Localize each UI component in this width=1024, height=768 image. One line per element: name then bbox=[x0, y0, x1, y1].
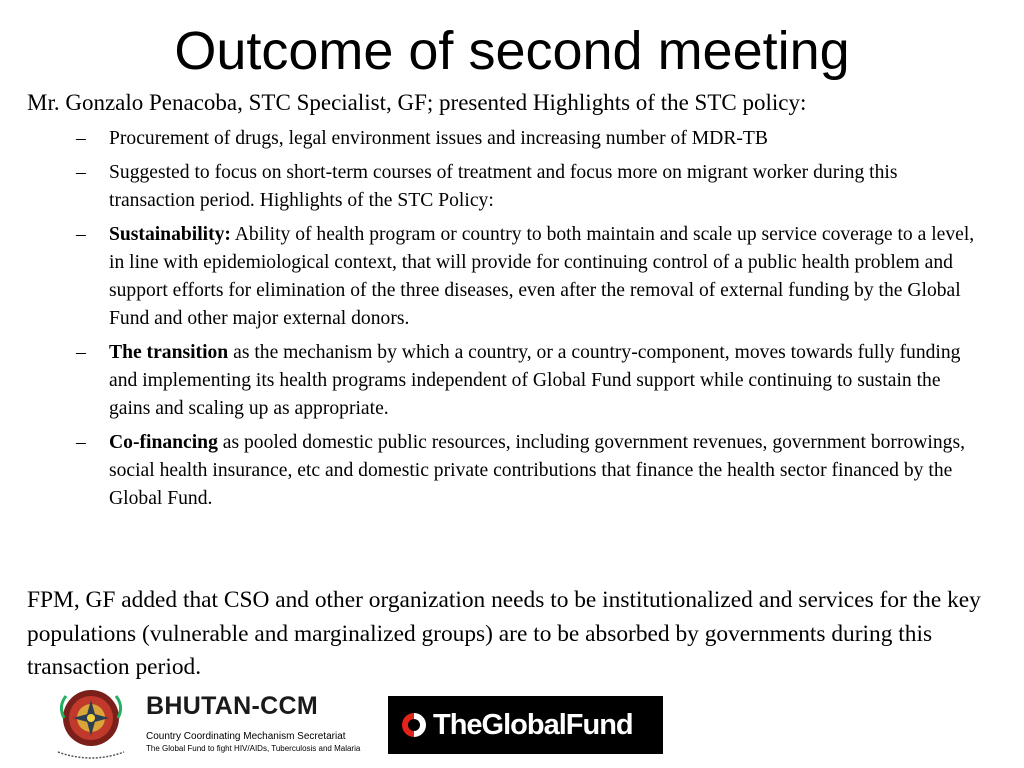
bhutan-emblem-icon bbox=[50, 686, 132, 760]
bullet-lead: The transition bbox=[109, 342, 229, 363]
bullet-lead: Co-financing bbox=[109, 432, 218, 453]
bullet-text: Procurement of drugs, legal environment issues and increasing number of MDR-TB bbox=[109, 128, 768, 149]
bullet-procurement bbox=[0, 125, 979, 153]
bullet-text: as pooled domestic public resources, including government revenues, government borrowings, social health insurance, etc and domestic private contributions that finance the health sector financed by the Global Fund. bbox=[109, 432, 965, 509]
global-fund-logo bbox=[388, 696, 663, 754]
highlights-list bbox=[0, 125, 1024, 519]
slide-title: Outcome of second meeting bbox=[174, 21, 850, 81]
global-fund-mark-icon bbox=[398, 709, 430, 741]
bullet-transition bbox=[0, 339, 979, 423]
bullet-text: Ability of health program or country to both maintain and scale up service coverage to a level, in line with epidemiological context, that will provide for continuing control of a public health problem and support efforts for elimination of the three diseases, even after the removal of external funding by the Global Fund and other major external donors. bbox=[109, 224, 975, 329]
ccm-subtitle: Country Coordinating Mechanism Secretariat bbox=[146, 731, 346, 742]
intro-paragraph: Mr. Gonzalo Penacoba, STC Specialist, GF; presented Highlights of the STC policy: bbox=[27, 90, 807, 115]
bullet-co-financing bbox=[0, 429, 979, 513]
bullet-short-term-courses bbox=[0, 159, 979, 215]
bullet-lead: Sustainability: bbox=[109, 224, 231, 245]
bullet-text: as the mechanism by which a country, or a country-component, moves towards fully funding and implementing its health programs independent of Global Fund support while continuing to sustain the gains and scaling up as appropriate. bbox=[109, 342, 961, 419]
bullet-dash: – bbox=[76, 162, 86, 183]
bullet-dash: – bbox=[76, 128, 86, 149]
bullet-dash: – bbox=[76, 342, 86, 363]
bhutan-ccm-logo bbox=[146, 692, 371, 754]
global-fund-wordmark: TheGlobalFund bbox=[433, 709, 633, 741]
bullet-dash: – bbox=[76, 224, 86, 245]
bullet-dash: – bbox=[76, 432, 86, 453]
bullet-sustainability bbox=[0, 221, 979, 333]
ccm-tagline: The Global Fund to fight HIV/AIDs, Tuberculosis and Malaria bbox=[146, 744, 361, 753]
bullet-text: Suggested to focus on short-term courses of treatment and focus more on migrant worker during this transaction period. Highlights of the STC Policy: bbox=[109, 162, 898, 211]
ccm-name: BHUTAN-CCM bbox=[146, 692, 318, 720]
closing-paragraph: FPM, GF added that CSO and other organization needs to be institutionalized and services for the key populations (vulnerable and marginalized groups) are to be absorbed by governments during this transaction period. bbox=[27, 587, 981, 680]
footer-logos bbox=[0, 682, 1024, 768]
